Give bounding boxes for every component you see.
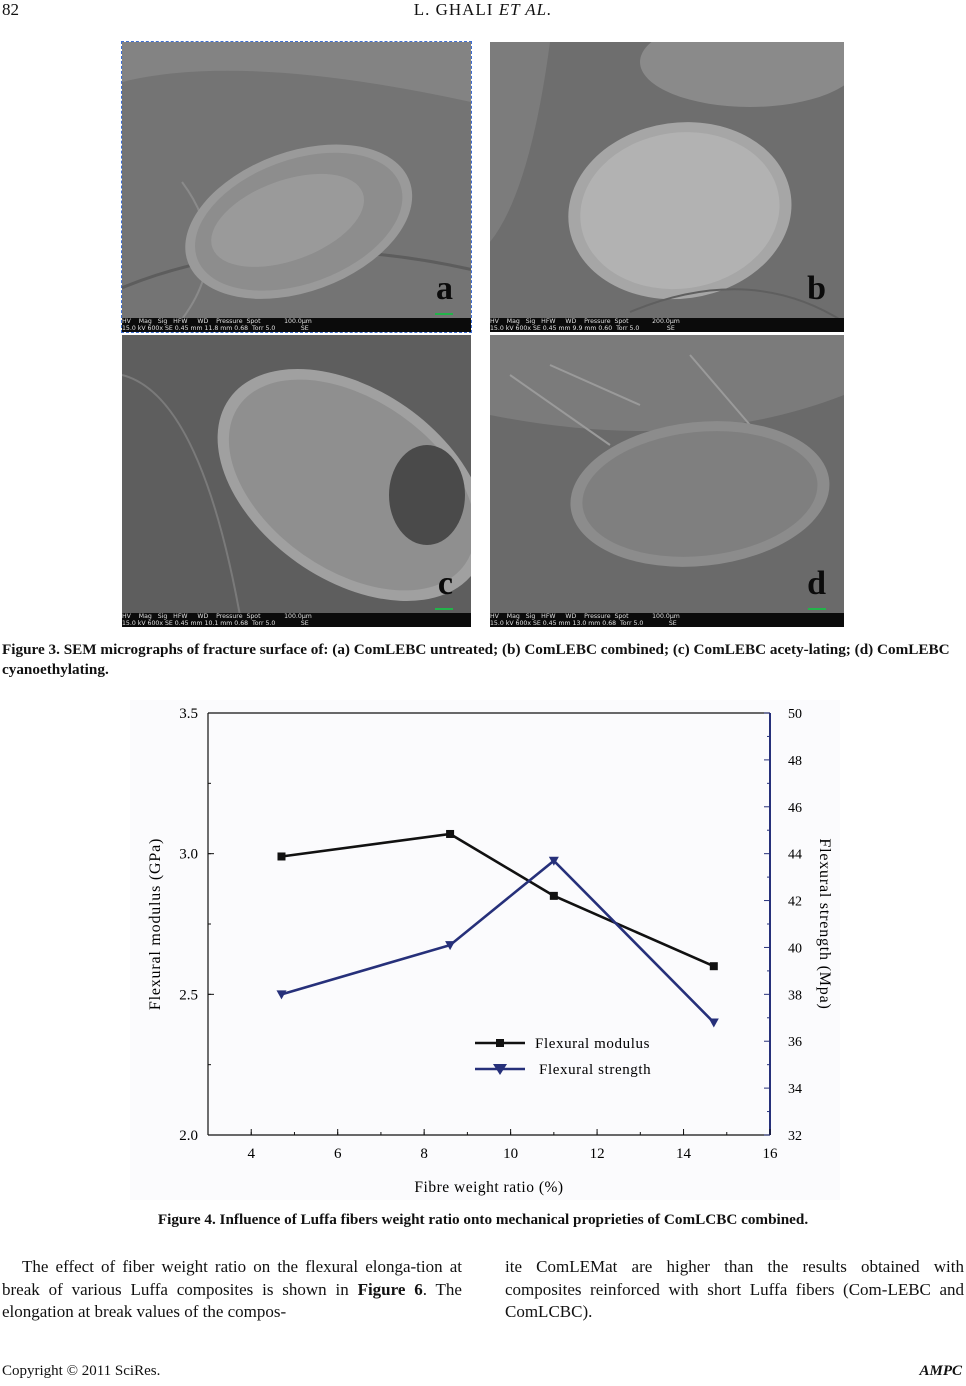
y2-axis-label: Flexural strength (Mpa): [816, 838, 833, 1010]
running-head: [0, 0, 966, 20]
sem-info-bar-d: HV Mag Sig HFW WD Pressure Spot 100.0µm 15.0 kV 600x SE 0.45 mm 13.0 mm 0.68 Torr 5.0 SE: [490, 613, 844, 627]
x-tick-label: 10: [503, 1146, 519, 1162]
modulus-marker: [710, 962, 718, 970]
y2-tick-label: 32: [788, 1129, 802, 1144]
scale-bar: [435, 608, 453, 610]
x-tick-label: 4: [247, 1146, 255, 1162]
body-text-left-pre: The effect of fiber weight ratio on the flexural elonga-tion at break of various Luffa composites is shown in: [2, 1257, 462, 1299]
sem-info-bar-a: HV Mag Sig HFW WD Pressure Spot 100.0µm 15.0 kV 600x SE 0.45 mm 11.8 mm 0.68 Torr 5.0 SE: [122, 318, 471, 332]
page-number: 82: [2, 0, 19, 19]
body-text-right-column: ite ComLEMat are higher than the results obtained with composites reinforced with short Luffa fibers (Com-LEBC and ComLCBC).: [505, 1257, 964, 1321]
running-head-author: L. GHALI: [413, 0, 494, 19]
x-tick-label: 8: [420, 1146, 428, 1162]
sem-micrograph-b: [490, 42, 844, 332]
panel-letter-d: d: [807, 565, 826, 602]
x-tick-label: 14: [676, 1146, 692, 1162]
x-tick-label: 12: [589, 1146, 605, 1162]
panel-letter-b: b: [807, 270, 826, 307]
running-head-etal: ET AL.: [498, 0, 553, 19]
sem-image-b: [490, 42, 844, 332]
x-tick-label: 6: [333, 1146, 342, 1162]
figure-3-caption: Figure 3. SEM micrographs of fracture surface of: (a) ComLEBC untreated; (b) ComLEBC combined; (c) ComLEBC acety-lating; (d) ComLEBC cyanoethylating.: [2, 641, 950, 678]
panel-letter-c: c: [437, 565, 453, 602]
scale-bar: [435, 313, 453, 315]
sem-info-bar-c: HV Mag Sig HFW WD Pressure Spot 100.0µm 15.0 kV 600x SE 0.45 mm 10.1 mm 0.68 Torr 5.0 SE: [122, 613, 471, 627]
panel-letter-a: a: [436, 270, 453, 307]
legend-label: Flexural modulus: [535, 1036, 651, 1052]
y-tick-label: 2.5: [179, 987, 198, 1004]
y-tick-label: 3.0: [179, 846, 198, 863]
y2-tick-label: 46: [788, 800, 802, 816]
sem-micrograph-a: [122, 42, 471, 332]
y2-tick-label: 44: [788, 847, 802, 863]
y2-tick-label: 38: [788, 988, 802, 1004]
sem-image-d: [490, 335, 844, 627]
y-axis-label: Flexural modulus (GPa): [147, 837, 164, 1011]
modulus-marker: [550, 892, 558, 900]
scale-bar: [808, 608, 826, 610]
sem-image-c: [122, 335, 471, 627]
footer-journal: AMPC: [919, 1363, 962, 1379]
x-axis-label: Fibre weight ratio (%): [414, 1179, 564, 1196]
flexural-properties-chart: [130, 700, 840, 1200]
sem-micrograph-d: [490, 335, 844, 627]
y2-tick-label: 50: [788, 707, 802, 722]
y2-tick-label: 36: [788, 1035, 802, 1051]
legend-marker: [496, 1039, 504, 1047]
sem-info-bar-b: HV Mag Sig HFW WD Pressure Spot 200.0µm 15.0 kV 600x SE 0.45 mm 9.9 mm 0.60 Torr 5.0 SE: [490, 318, 844, 332]
y-tick-label: 3.5: [179, 706, 198, 722]
figure-4-caption: Figure 4. Influence of Luffa fibers weight ratio onto mechanical proprieties of ComLCBC combined.: [157, 1211, 809, 1228]
body-text-left-column: [2, 1256, 462, 1324]
y2-tick-label: 48: [788, 753, 802, 769]
sem-micrograph-c: [122, 335, 471, 627]
sem-image-a: [122, 42, 471, 332]
body-text-left-post: . The elongation at break values of the compos-: [2, 1279, 462, 1321]
y-tick-label: 2.0: [179, 1128, 198, 1144]
y2-tick-label: 42: [788, 894, 802, 910]
modulus-marker: [277, 852, 285, 860]
x-tick-label: 16: [762, 1146, 778, 1162]
modulus-marker: [446, 830, 454, 838]
legend-label: Flexural strength: [539, 1062, 652, 1078]
y2-tick-label: 34: [788, 1082, 802, 1098]
figure-6-reference[interactable]: Figure 6: [357, 1279, 423, 1299]
y2-tick-label: 40: [788, 941, 802, 957]
footer-copyright: Copyright © 2011 SciRes.: [2, 1363, 161, 1379]
